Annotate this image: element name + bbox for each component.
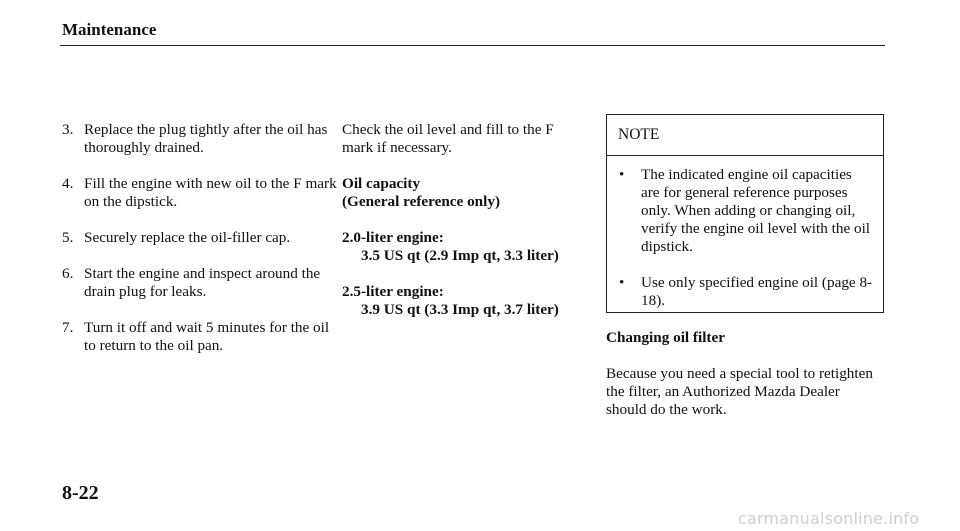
step-text: Fill the engine with new oil to the F mark on the dipstick. [84,175,337,210]
capacity-value: 3.5 US qt (2.9 Imp qt, 3.3 liter) [361,247,559,264]
step-number: 4. [62,175,74,192]
engine-label: 2.5-liter engine: [342,283,444,300]
step-number: 7. [62,319,74,336]
step-item [62,319,340,355]
note-item [617,274,873,310]
capacity-item [342,229,582,265]
watermark: carmanualsonline.info [738,509,920,528]
step-item [62,229,340,247]
step-text: Replace the plug tightly after the oil has thoroughly drained. [84,121,328,156]
bullet-icon: • [619,166,625,183]
note-item [617,166,873,256]
step-text: Securely replace the oil-filler cap. [84,229,291,246]
oil-level-instruction: Check the oil level and fill to the F mark if necessary. [342,121,554,156]
step-number: 5. [62,229,74,246]
right-column [606,114,884,419]
note-box [606,114,884,313]
oil-capacity-heading [342,175,582,211]
note-body [607,156,883,312]
oil-filter-heading: Changing oil filter [606,329,725,346]
oil-capacity-heading-line2: (General reference only) [342,193,500,210]
section-title: Maintenance [62,20,157,39]
step-item [62,121,340,157]
step-text: Turn it off and wait 5 minutes for the oil to return to the oil pan. [84,319,330,354]
procedure-steps [62,121,340,355]
header-rule [60,45,885,46]
step-text: Start the engine and inspect around the drain plug for leaks. [84,265,321,300]
middle-column [342,121,582,337]
capacity-value: 3.9 US qt (3.3 Imp qt, 3.7 liter) [361,301,559,318]
note-text: The indicated engine oil capacities are for general reference purposes only. When adding or changing oil, verify the engine oil level with the oil dipstick. [641,166,871,255]
page-number: 8-22 [62,482,99,504]
note-title: NOTE [607,115,883,156]
step-item [62,265,340,301]
engine-label: 2.0-liter engine: [342,229,444,246]
left-column [62,121,340,373]
step-number: 3. [62,121,74,138]
step-number: 6. [62,265,74,282]
oil-capacity-heading-line1: Oil capacity [342,175,421,192]
bullet-icon: • [619,274,625,291]
step-item [62,175,340,211]
oil-filter-text: Because you need a special tool to retighten the filter, an Authorized Mazda Dealer should do the work. [606,365,873,418]
note-text: Use only specified engine oil (page 8-18). [641,274,873,309]
capacity-item [342,283,582,319]
